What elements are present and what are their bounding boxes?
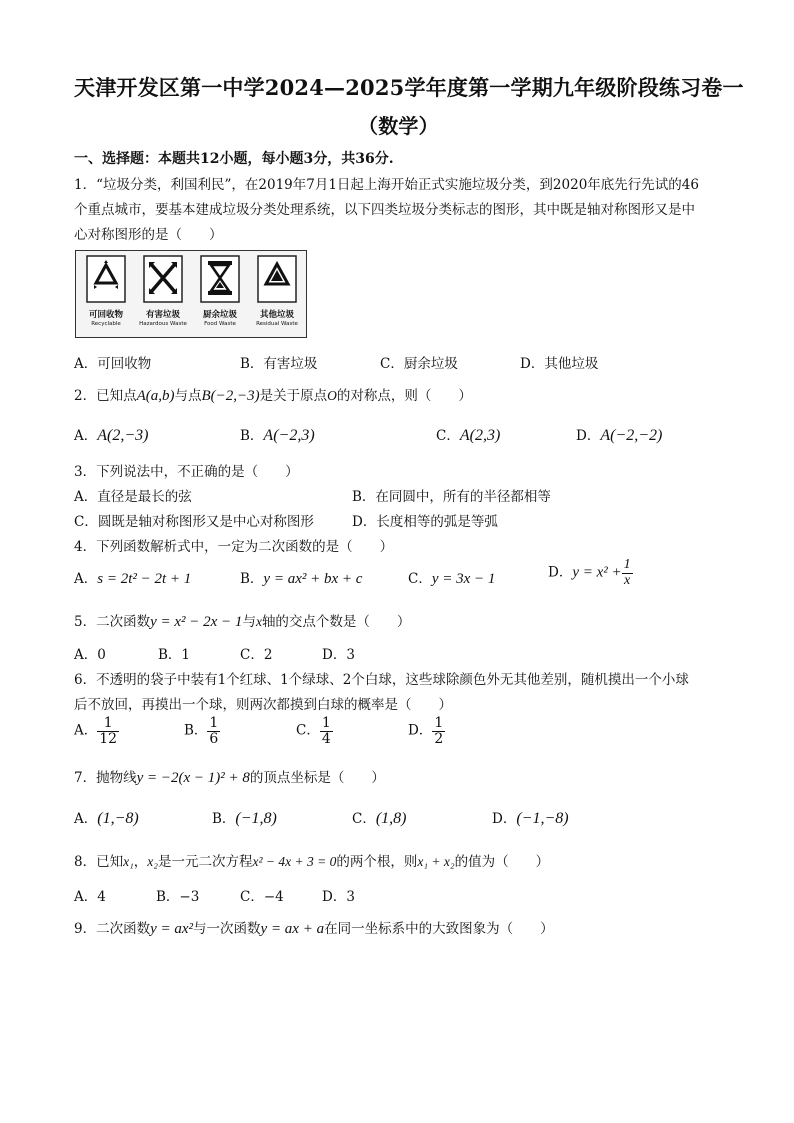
q6-text-line1: 6．不透明的袋子中装有1个红球、1个绿球、2个白球，这些球除颜色外无其他差别，随机摸出一个小球 [74,672,689,688]
option-letter: C． [352,811,376,827]
sign-label-cn: 有害垃圾 [145,310,180,320]
option-expr: A(2,3) [459,427,501,444]
q8-stem [74,850,549,870]
q4-option-b [240,567,362,588]
fraction [97,716,119,746]
q2-option-d [576,424,662,445]
q2-option-a [74,424,148,445]
q2-stem [74,384,472,405]
q5-option-c: C．2 [240,647,273,663]
sign-label-cn: 其他垃圾 [259,310,294,320]
sign-label-en: Food Waste [204,321,236,327]
option-letter: D． [492,811,517,827]
fraction-numerator: 1 [97,716,119,732]
q3-stem: 3．下列说法中，不正确的是（ ） [74,464,299,480]
q8-x2: x₂ [147,854,158,869]
q7-option-b [212,807,277,828]
fraction-denominator: 12 [99,730,118,747]
q8-stem-b: ， [133,854,148,870]
q8-stem-c: 是一元二次方程 [157,854,253,870]
q8-sum: x₁ + x₂ [417,854,455,869]
q8-option-a: A．4 [74,889,106,905]
q9-stem [74,917,554,938]
fraction-numerator: 1 [434,715,444,731]
option-expr: (1,8) [375,810,407,827]
fraction [622,558,633,588]
recycle-icon [86,255,126,303]
option-expr: (−1,−8) [516,810,569,827]
q6-option-d [408,716,445,746]
q8-option-d: D．3 [322,889,355,905]
q8-stem-a: 8．已知 [74,854,124,870]
q2-stem-b: 与点 [174,388,202,404]
q5-stem-c: 轴的交点个数是（ ） [261,614,411,630]
fraction-denominator: 6 [209,730,219,747]
fraction-numerator: 1 [623,557,631,572]
option-letter: C． [296,722,320,739]
option-expr: y = x² + [572,564,622,581]
option-letter: A． [74,571,98,587]
hourglass-icon [200,255,240,303]
fraction-denominator: 2 [434,730,444,747]
q9-stem-b: 与一次函数 [193,921,261,937]
section-heading: 一、选择题：本题共12小题，每小题3分，共36分. [74,151,394,167]
q2-point-b: B(−2,−3) [201,388,260,404]
q5-stem-a: 5．二次函数 [74,614,151,630]
fraction [432,716,445,746]
q8-option-b: B．−3 [156,889,200,905]
q6-option-b [184,716,220,746]
fraction [207,716,220,746]
q1-text-line2: 个重点城市，要基本建成垃圾分类处理系统，以下四类垃圾分类标志的图形，其中既是轴对称图形又是中 [74,202,695,218]
option-letter: B． [240,571,264,587]
q5-axis: x [255,614,262,629]
option-letter: A． [74,811,98,827]
q7-option-d [492,807,569,828]
option-expr: A(2,−3) [97,427,149,444]
option-letter: D． [408,722,433,739]
option-expr: A(−2,3) [263,427,315,444]
q5-expr: y = x² − 2x − 1 [150,614,243,630]
fraction [320,716,333,746]
option-letter: D． [548,564,573,581]
q5-option-b: B．1 [158,647,191,663]
q8-stem-d: 的两个根，则 [336,854,418,870]
recycle-icon [257,255,297,303]
fraction-denominator: 4 [321,730,331,747]
q5-option-a: A．0 [74,647,106,663]
q2-origin: O [327,388,337,403]
sign-hazardous [136,255,190,333]
q3-option-a: A．直径是最长的弦 [74,489,192,505]
q6-option-a [74,716,119,746]
sign-label-cn: 可回收物 [88,310,123,320]
q2-stem-c: 是关于原点 [259,388,328,404]
q7-stem [74,766,385,787]
option-expr: y = 3x − 1 [431,571,496,587]
sign-recyclable [79,255,133,333]
q1-option-a: A．可回收物 [74,356,152,372]
q2-stem-a: 2．已知点 [74,388,137,404]
q8-option-c: C．−4 [240,889,284,905]
q8-stem-e: 的值为（ ） [454,854,550,870]
option-expr: y = ax² + bx + c [263,571,363,587]
q8-x1: x₁ [123,854,134,869]
q2-stem-d: 的对称点，则（ ） [336,388,472,404]
fraction-denominator: x [624,572,631,588]
q5-option-d: D．3 [322,647,355,663]
sign-residual-waste [250,255,304,333]
option-letter: A． [74,722,98,739]
option-letter: B． [212,811,236,827]
q7-expr: y = −2(x − 1)² + 8 [136,770,250,786]
option-letter: B． [240,428,264,444]
option-letter: C． [408,571,432,587]
q1-option-d: D．其他垃圾 [520,356,599,372]
q9-expr2: y = ax + a [260,921,325,937]
q4-stem: 4．下列函数解析式中，一定为二次函数的是（ ） [74,539,394,555]
q1-text-line3: 心对称图形的是（ ） [74,227,223,243]
q1-option-c: C．厨余垃圾 [380,356,458,372]
q3-option-d: D．长度相等的弧是等弧 [352,514,498,530]
q3-option-c: C．圆既是轴对称图形又是中心对称图形 [74,514,314,530]
q4-option-a [74,567,191,588]
sign-label-en: Hazardous Waste [139,321,187,327]
page-subtitle: （数学） [358,114,439,138]
sign-label-en: Recyclable [91,321,121,327]
q9-stem-c: 在同一坐标系中的大致图象为（ ） [324,921,554,937]
q1-text-line1: 1．“垃圾分类，利国利民”，在2019年7月1日起上海开始正式实施垃圾分类，到2020年底先行先试的46 [74,177,699,193]
page-title: 天津开发区第一中学2024—2025学年度第一学期九年级阶段练习卷一 [74,75,744,100]
hazard-cross-icon [143,255,183,303]
q7-option-a [74,807,139,828]
q7-stem-b: 的顶点坐标是（ ） [249,770,385,786]
q5-stem-b: 与 [242,614,256,630]
sign-label-cn: 厨余垃圾 [202,310,237,320]
option-expr: (−1,8) [235,810,277,827]
option-letter: C． [436,428,460,444]
q9-expr1: y = ax² [150,921,194,937]
fraction-numerator: 1 [209,715,219,731]
option-expr: A(−2,−2) [600,427,663,444]
option-letter: D． [576,428,601,444]
fraction-numerator: 1 [321,715,331,731]
q2-option-c [436,424,500,445]
option-letter: B． [184,722,208,739]
waste-signs-figure [75,250,307,338]
q7-stem-a: 7．抛物线 [74,770,137,786]
q5-stem [74,610,410,631]
q2-point-a: A(a,b) [136,388,175,404]
q4-option-d [548,558,633,588]
q6-option-c [296,716,333,746]
q3-option-b: B．在同圆中，所有的半径都相等 [352,489,551,505]
q8-equation: x² − 4x + 3 = 0 [252,854,337,869]
q2-option-b [240,424,315,445]
option-expr: s = 2t² − 2t + 1 [97,571,192,587]
q6-text-line2: 后不放回，再摸出一个球，则两次都摸到白球的概率是（ ） [74,697,452,713]
q1-option-b: B．有害垃圾 [240,356,318,372]
sign-label-en: Residual Waste [256,321,298,327]
option-expr: (1,−8) [97,810,139,827]
q9-stem-a: 9．二次函数 [74,921,151,937]
option-letter: A． [74,428,98,444]
q7-option-c [352,807,407,828]
q4-option-c [408,567,495,588]
sign-food-waste [193,255,247,333]
